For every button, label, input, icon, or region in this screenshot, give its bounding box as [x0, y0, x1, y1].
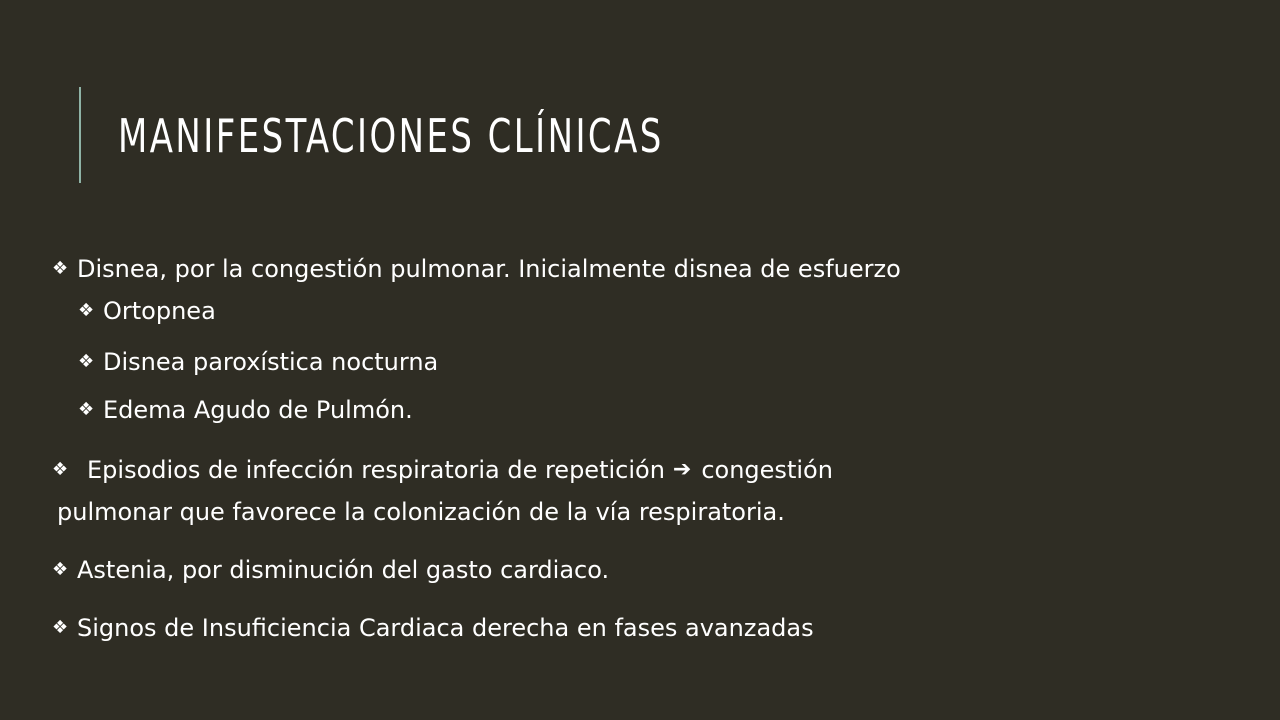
bullet-continuation	[57, 494, 785, 530]
bullet-text: Astenia, por disminución del gasto cardiaco.	[77, 556, 610, 584]
right-arrow-icon: ➔	[672, 457, 692, 482]
bullet-text: Disnea paroxística nocturna	[103, 348, 439, 376]
sub-bullet-item	[78, 293, 216, 329]
bullet-item	[52, 552, 609, 588]
diamond-bullet-icon: ❖	[78, 399, 95, 420]
sub-bullet-item	[78, 392, 413, 428]
bullet-item	[52, 610, 814, 646]
title-accent-rule	[79, 87, 81, 183]
bullet-text: Disnea, por la congestión pulmonar. Inicialmente disnea de esfuerzo	[77, 255, 901, 283]
diamond-bullet-icon: ❖	[52, 617, 69, 638]
bullet-text: Edema Agudo de Pulmón.	[103, 396, 413, 424]
slide-title: MANIFESTACIONES CLÍNICAS	[118, 109, 664, 163]
bullet-text: pulmonar que favorece la colonización de la vía respiratoria.	[57, 498, 785, 526]
diamond-bullet-icon: ❖	[52, 559, 69, 580]
diamond-bullet-icon: ❖	[52, 459, 69, 480]
diamond-bullet-icon: ❖	[78, 300, 95, 321]
bullet-text-continued: congestión	[701, 456, 833, 484]
diamond-bullet-icon: ❖	[52, 258, 69, 279]
bullet-item	[52, 251, 901, 287]
diamond-bullet-icon: ❖	[78, 351, 95, 372]
sub-bullet-item	[78, 344, 438, 380]
bullet-text: Signos de Insuficiencia Cardiaca derecha en fases avanzadas	[77, 614, 814, 642]
bullet-text: Ortopnea	[103, 297, 216, 325]
bullet-text: Episodios de infección respiratoria de repetición	[87, 456, 665, 484]
bullet-item	[52, 452, 833, 488]
